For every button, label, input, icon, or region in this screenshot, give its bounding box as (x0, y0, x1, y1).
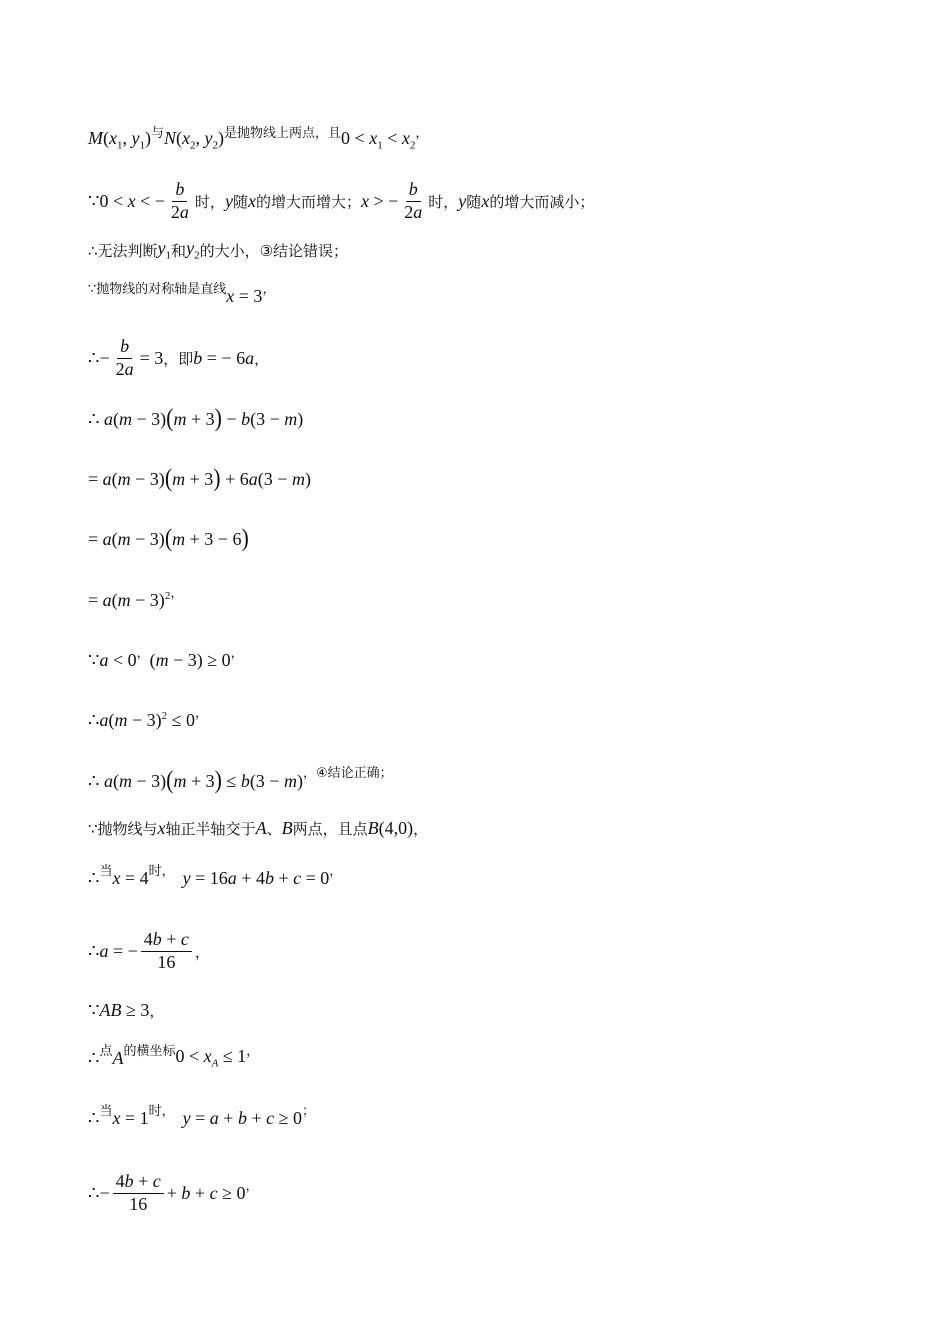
text-yu: 与 (151, 125, 165, 141)
line-10: ∵a < 0 ， (m − 3) ≥ 0 ， (88, 645, 244, 670)
text-liangdian: 是抛物线上两点，且 (224, 125, 342, 141)
line-3: ∴无法判断 $y_1$ 和 $y_2$ 的大小，③结论错误； (88, 238, 349, 262)
line-5: ∴− $\frac{b}{2a}$ = 3 ，即 b = − 6a ， (88, 335, 270, 379)
fraction-b-over-2a: $\frac{b}{2a}$ (170, 178, 189, 222)
line-6: ∴ a(m − 3)(m + 3) − b(3 − m) (88, 402, 304, 432)
fraction-4b-plus-c-over-16: $\frac{4b + c}{16}$ (113, 1172, 164, 1215)
line-9: = $a(m - 3)^2$ ， (88, 585, 184, 610)
line-13: ∵抛物线与 x 轴正半轴交于 A 、 B 两点，且点 B(4,0) ， (88, 817, 429, 838)
line-15: ∴a = − $\frac{4b + c}{16}$ ， (88, 928, 210, 972)
line-7: = a(m − 3)(m + 3) + 6a(3 − m) (88, 462, 311, 492)
fraction-b-over-2a: $\frac{b}{2a}$ (404, 178, 423, 222)
line-2: ∵0 < x < − $\frac{b}{2a}$ 时， y 随 x 的增大而增大； x > − $\frac{b}{2a}$ 时， y 随 x 的增大而减小； (88, 178, 595, 222)
line-18: ∴ 当 x = 1 时， y = a + b + c ≥ 0 ； (88, 1103, 316, 1128)
conclusion-4: ④结论正确； (315, 765, 393, 781)
line-8: = a(m − 3)(m + 3 − 6) (88, 522, 249, 552)
line-19: ∴− $\frac{4b + c}{16}$ + b + c ≥ 0 ， (88, 1170, 259, 1214)
line-17: ∴ 点 A 的横坐标 $0 < x_A \le 1$ ， (88, 1043, 260, 1070)
line-1: $M(x_1$, $y_1$) 与 $N(x_2$, $y_2$) 是抛物线上两点，且 $0 < x_1 < x_2$ ， (88, 120, 910, 160)
line-4: ∵抛物线的对称轴是直线 x = 3 ， (88, 281, 276, 306)
fraction-b-over-2a: $\frac{b}{2a}$ (115, 335, 134, 379)
line-14: ∴ 当 x = 4 时， y = 16a + 4b + c = 0 ， (88, 863, 343, 888)
line-11: ∴a(m − 3)$^2$ ≤ 0 ， (88, 705, 209, 730)
fraction-4b-plus-c-over-16: $\frac{4b + c}{16}$ (141, 930, 192, 973)
line-16: ∵AB ≥ 3 ， (88, 999, 165, 1020)
line-12: ∴ a(m − 3)(m + 3) ≤ b(3 − m) ， ④结论正确； (88, 760, 910, 800)
